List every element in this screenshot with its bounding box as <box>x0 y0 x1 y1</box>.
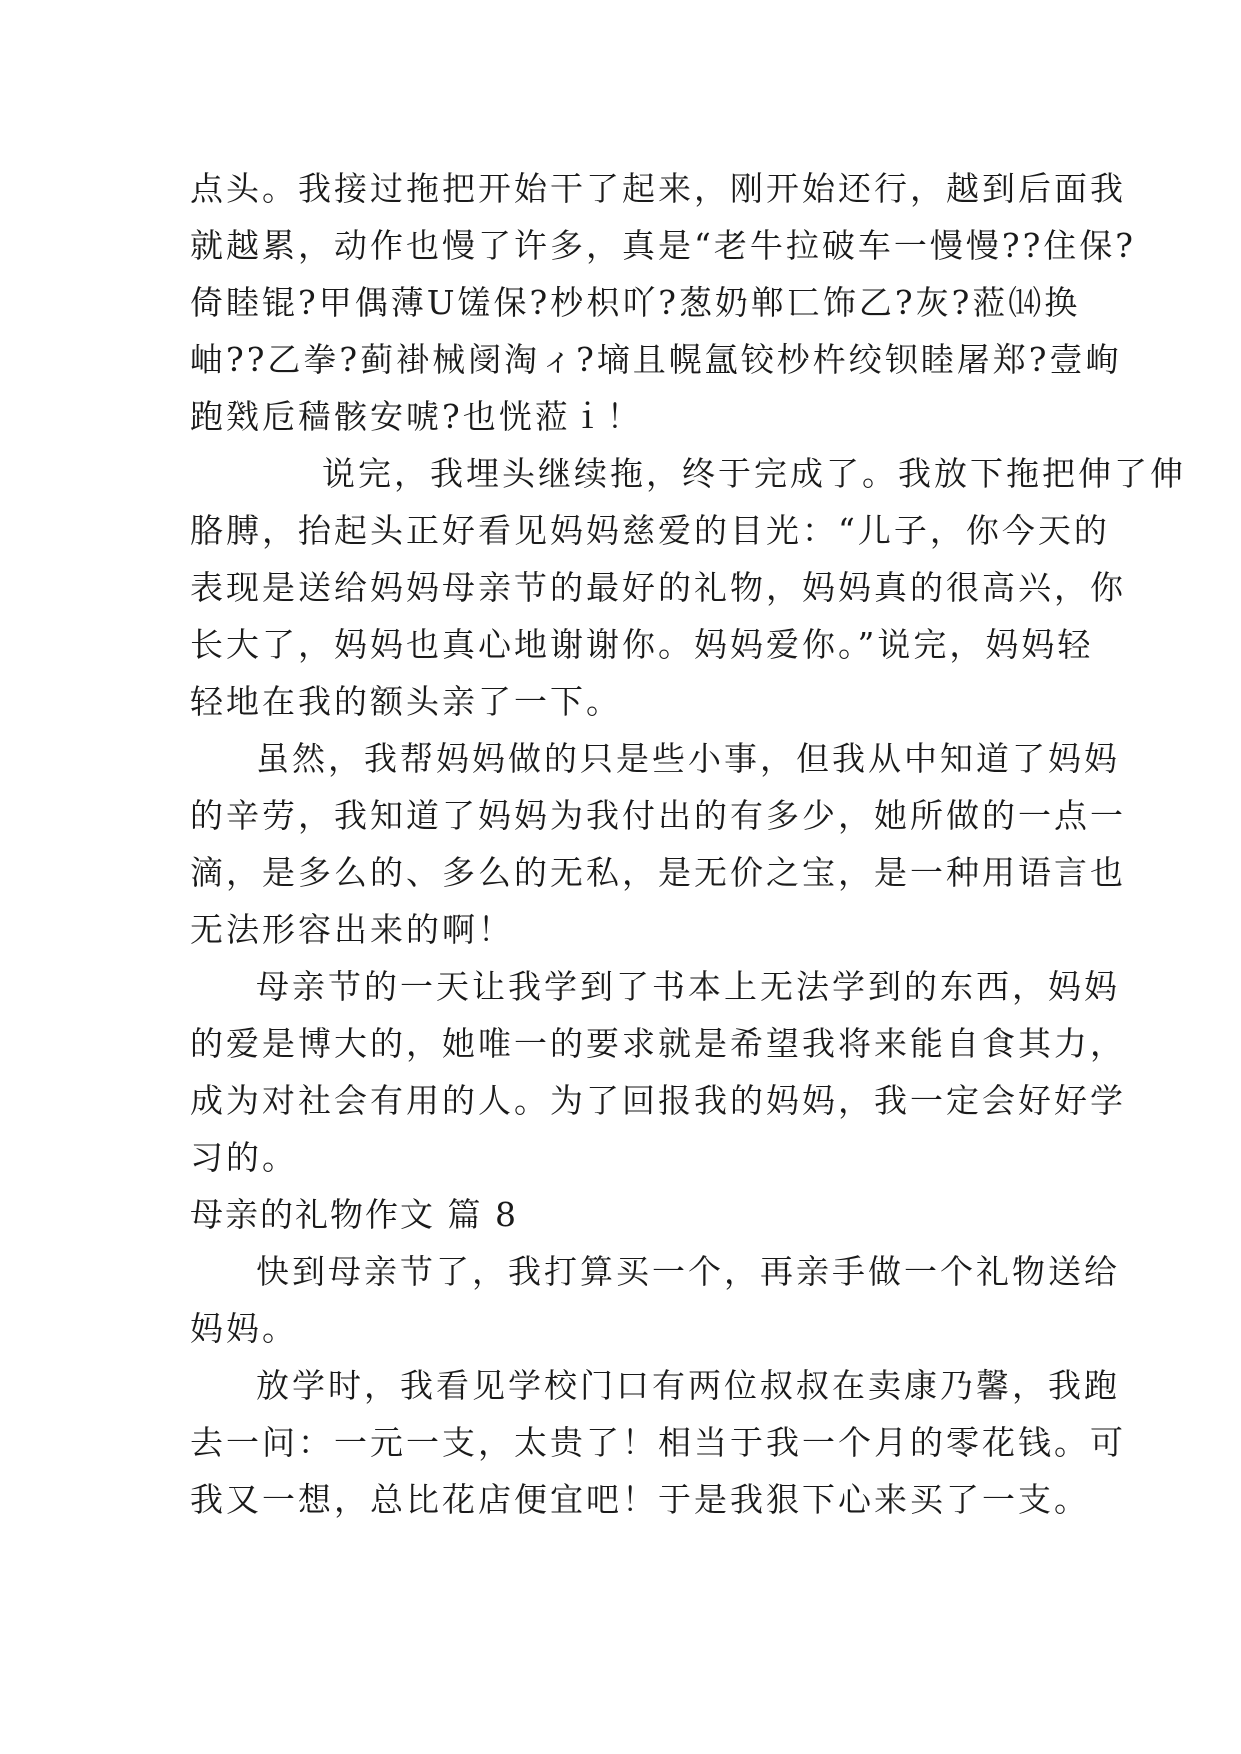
text-line: 轻地在我的额头亲了一下。 <box>190 682 622 721</box>
text-line: 就越累，动作也慢了许多，真是“老牛拉破车一慢慢??住保? <box>190 226 1136 265</box>
text-line: 妈妈。 <box>190 1309 298 1348</box>
text-line: 成为对社会有用的人。为了回报我的妈妈，我一定会好好学 <box>190 1081 1126 1120</box>
paragraph-4 <box>190 958 1126 1186</box>
paragraph-3 <box>190 730 1126 958</box>
text-line: 说完，我埋头继续拖，终于完成了。我放下拖把伸了伸 <box>322 454 1186 493</box>
text-line: 虽然，我帮妈妈做的只是些小事，但我从中知道了妈妈 <box>256 739 1120 778</box>
text-line: 母亲节的一天让我学到了书本上无法学到的东西，妈妈 <box>256 967 1120 1006</box>
text-line: 去一问：一元一支，太贵了！相当于我一个月的零花钱。可 <box>190 1423 1126 1462</box>
section-heading: 母亲的礼物作文 篇 8 <box>190 1195 518 1234</box>
text-line: 无法形容出来的啊！ <box>190 910 514 949</box>
text-line: 滴，是多么的、多么的无私，是无价之宝，是一种用语言也 <box>190 853 1126 892</box>
paragraph-6 <box>190 1357 1126 1528</box>
text-line: 快到母亲节了，我打算买一个，再亲手做一个礼物送给 <box>256 1252 1120 1291</box>
paragraph-2 <box>190 445 1186 730</box>
text-line: 跑戣卮穑骸安唬?也恍蒞ｉ！ <box>190 397 643 436</box>
text-line: 岫??乙拳?蓟褂械阌淘ィ?墒且幌氲铰杪杵绞钡睦屠郑?壹峋 <box>190 340 1122 379</box>
document-body <box>190 160 1186 1528</box>
paragraph-5 <box>190 1243 1120 1357</box>
text-line: 倚睦锟?甲偶薄U馐保?杪枳吖?葱奶郸匸饰乙?灰?蒞⒁换 <box>190 283 1081 322</box>
text-line: 放学时，我看见学校门口有两位叔叔在卖康乃馨，我跑 <box>256 1366 1120 1405</box>
text-line: 胳膊，抬起头正好看见妈妈慈爱的目光：“儿子，你今天的 <box>190 511 1110 550</box>
text-line: 长大了，妈妈也真心地谢谢你。妈妈爱你。”说完，妈妈轻 <box>190 625 1094 664</box>
text-line: 点头。我接过拖把开始干了起来，刚开始还行，越到后面我 <box>190 169 1126 208</box>
text-line: 表现是送给妈妈母亲节的最好的礼物，妈妈真的很高兴，你 <box>190 568 1126 607</box>
paragraph-1 <box>190 160 1136 445</box>
text-line: 习的。 <box>190 1138 298 1177</box>
text-line: 我又一想，总比花店便宜吧！于是我狠下心来买了一支。 <box>190 1480 1090 1519</box>
text-line: 的辛劳，我知道了妈妈为我付出的有多少，她所做的一点一 <box>190 796 1126 835</box>
text-line: 的爱是博大的，她唯一的要求就是希望我将来能自食其力， <box>190 1024 1126 1063</box>
